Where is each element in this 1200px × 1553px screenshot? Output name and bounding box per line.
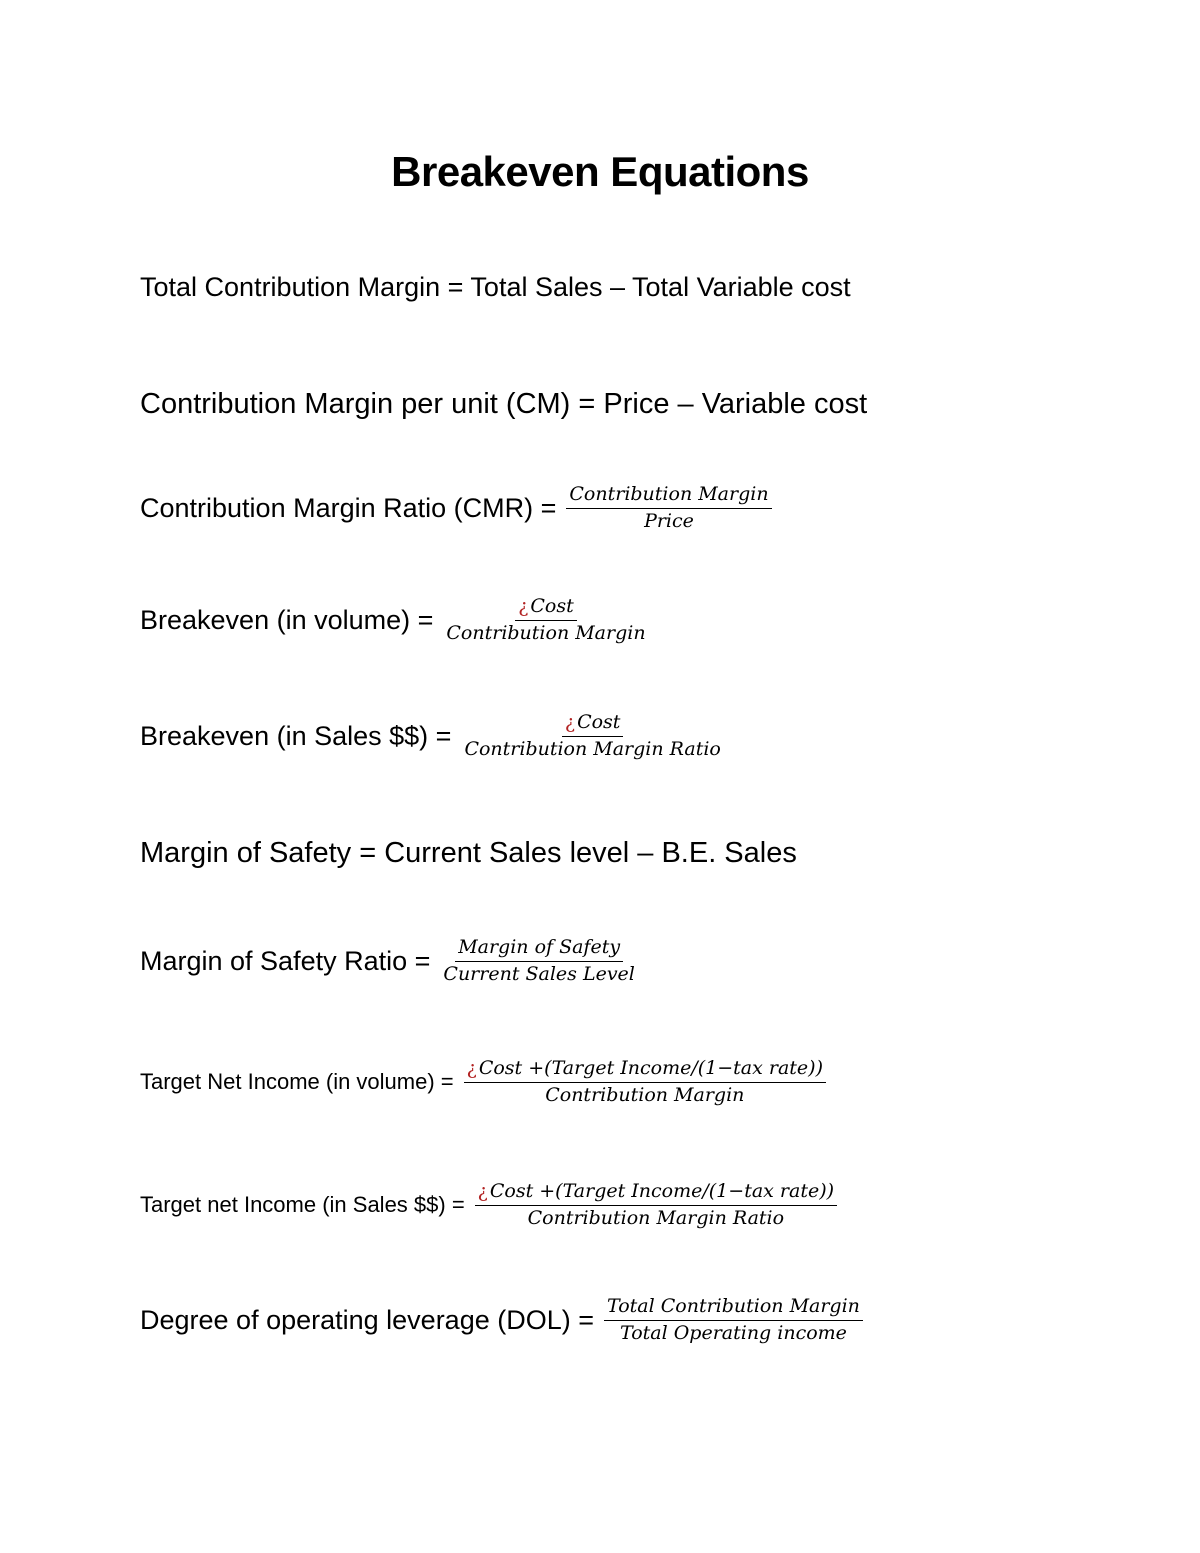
equation-total-contribution-margin — [140, 272, 851, 303]
equation-text: Contribution Margin per unit (CM) = Price – Variable cost — [140, 388, 868, 420]
equation-margin-of-safety-ratio — [140, 937, 638, 986]
fraction-numerator: Contribution Margin — [566, 484, 771, 509]
inverted-question-glyph: ¿ — [518, 595, 529, 617]
page-title: Breakeven Equations — [391, 148, 809, 195]
fraction-denominator: Price — [644, 509, 694, 532]
equation-breakeven-sales — [140, 712, 724, 761]
equation-label: Margin of Safety Ratio = — [140, 945, 431, 976]
inverted-question-glyph: ¿ — [466, 1057, 477, 1079]
fraction-numerator: ¿ Cost — [562, 712, 624, 737]
equation-label: Target net Income (in Sales $$) = — [140, 1192, 465, 1218]
fraction — [440, 937, 637, 986]
fraction-denominator: Contribution Margin Ratio — [464, 737, 721, 760]
fraction — [464, 1058, 826, 1107]
equation-target-net-income-volume — [140, 1058, 826, 1107]
inverted-question-glyph: ¿ — [477, 1180, 488, 1202]
fraction-denominator: Contribution Margin — [446, 621, 646, 644]
inverted-question-glyph: ¿ — [564, 711, 576, 733]
equation-text: Margin of Safety = Current Sales level – B.E. Sales — [140, 837, 797, 869]
fraction-denominator: Contribution Margin Ratio — [527, 1206, 785, 1229]
fraction-numerator: Total Contribution Margin — [604, 1296, 863, 1321]
fraction-numerator: Margin of Safety — [455, 937, 623, 962]
fraction — [604, 1296, 863, 1345]
fraction-denominator: Current Sales Level — [443, 962, 635, 985]
equation-label: Breakeven (in volume) = — [140, 604, 434, 635]
equation-margin-of-safety — [140, 837, 797, 870]
equation-contribution-margin-per-unit — [140, 388, 867, 421]
fraction-numerator: ¿ Cost — [515, 596, 577, 621]
equation-label: Degree of operating leverage (DOL) = — [140, 1304, 595, 1335]
equation-label: Breakeven (in Sales $$) = — [140, 720, 452, 751]
equation-contribution-margin-ratio — [140, 484, 772, 533]
fraction — [566, 484, 771, 533]
equation-label: Contribution Margin Ratio (CMR) = — [140, 492, 557, 523]
fraction — [443, 596, 648, 645]
equation-breakeven-volume — [140, 596, 649, 645]
equation-label: Target Net Income (in volume) = — [140, 1069, 454, 1095]
equation-text: Total Contribution Margin = Total Sales – Total Variable cost — [140, 272, 851, 302]
fraction-denominator: Total Operating income — [620, 1321, 847, 1344]
fraction — [475, 1181, 837, 1230]
equation-degree-of-operating-leverage — [140, 1296, 863, 1345]
fraction — [461, 712, 723, 761]
fraction-numerator: ¿ Cost +(Target Income/(1−tax rate)) — [475, 1181, 837, 1206]
fraction-numerator: ¿ Cost +(Target Income/(1−tax rate)) — [464, 1058, 826, 1083]
equation-target-net-income-sales — [140, 1181, 837, 1230]
fraction-denominator: Contribution Margin — [545, 1083, 745, 1106]
